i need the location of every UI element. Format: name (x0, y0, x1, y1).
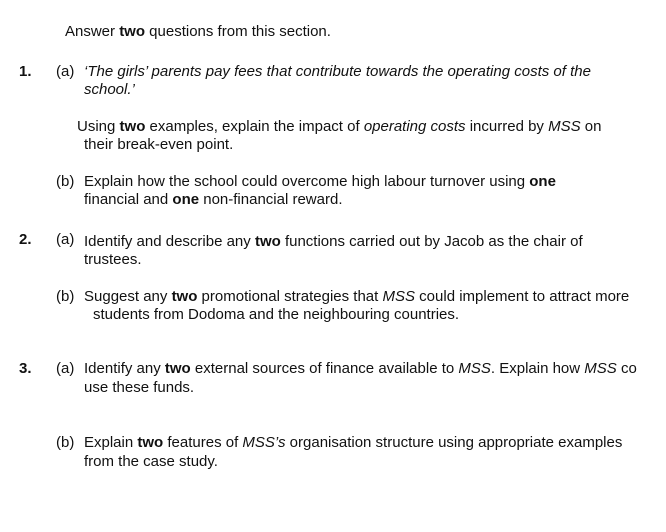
q1b-emphasis: one (529, 173, 556, 190)
q1b-emphasis: one (172, 191, 200, 208)
q3b-line1 (84, 433, 622, 452)
q3a-text: Identify any (84, 360, 165, 377)
q1a-quote-text-end: school.’ (84, 81, 135, 98)
q1-part-b-label: (b) (56, 173, 75, 190)
q3b-text: features of (163, 434, 243, 451)
section-instruction (65, 22, 331, 41)
q3a-text: external sources of finance available to (190, 360, 459, 377)
q3a-text: . Explain how (490, 360, 585, 377)
q3b-text: organisation structure using appropriate examples (285, 434, 623, 451)
q3b-emphasis: two (137, 434, 164, 451)
instruction-text-post: questions from this section. (145, 23, 331, 40)
q3a-company: MSS (458, 360, 491, 377)
q2b-text: Suggest any (84, 288, 172, 305)
q2a-line2 (84, 250, 142, 269)
q2a-text: Identify and describe any (84, 233, 255, 250)
q3b-text-end: from the case study. (84, 453, 218, 470)
question-number-1: 1. (19, 63, 32, 80)
question-number-2: 2. (19, 231, 32, 248)
q1-part-a-label: (a) (56, 63, 75, 80)
q1b-text: Explain how the school could overcome high labour turnover using (84, 173, 530, 190)
q2-part-a-label: (a) (56, 231, 75, 248)
q3-part-b-label: (b) (56, 434, 75, 451)
q2a-emphasis: two (254, 233, 281, 250)
q3a-text-end: use these funds. (84, 379, 195, 396)
q1a-quote-line1 (84, 62, 591, 81)
q2a-text-end: trustees. (84, 251, 142, 268)
q2a-text: functions carried out by Jacob as the chair of (280, 233, 583, 250)
q2b-text: promotional strategies that (197, 288, 383, 305)
q1a-task-text-end: their break-even point. (84, 136, 234, 153)
q2b-text-end: students from Dodoma and the neighbouring countries. (93, 306, 460, 323)
q1a-quote-text: ‘The girls’ parents pay fees that contribute towards the operating costs of the (84, 63, 591, 80)
q1b-line2 (84, 190, 343, 209)
q1a-task-text: on (580, 118, 602, 135)
q3a-line2 (84, 378, 194, 397)
q3a-line1 (84, 359, 637, 378)
q1a-task-company: MSS (548, 118, 581, 135)
q2b-line1 (84, 287, 629, 306)
instruction-text-pre: Answer (65, 23, 120, 40)
q3a-company: MSS (584, 360, 617, 377)
q1a-task-text: Using (77, 118, 120, 135)
q1a-task-line2 (84, 135, 233, 154)
q3a-emphasis: two (164, 360, 191, 377)
q2a-line1 (84, 232, 583, 251)
q1a-task-text: examples, explain the impact of (145, 118, 364, 135)
q1a-task-line1 (77, 117, 601, 136)
q2-part-b-label: (b) (56, 288, 75, 305)
q1a-task-emphasis: two (119, 118, 146, 135)
q3a-text: co (616, 360, 637, 377)
q3b-text: Explain (84, 434, 138, 451)
q1b-text: financial and (84, 191, 173, 208)
q3b-company: MSS’s (242, 434, 286, 451)
q1a-task-term: operating costs (363, 118, 466, 135)
q1b-line1 (84, 172, 556, 191)
q1a-quote-line2 (84, 80, 135, 99)
question-number-3: 3. (19, 360, 32, 377)
q3-part-a-label: (a) (56, 360, 75, 377)
q2b-line2 (93, 305, 459, 324)
q2b-text: could implement to attract more (415, 288, 630, 305)
q1b-text: non-financial reward. (199, 191, 343, 208)
q2b-emphasis: two (171, 288, 198, 305)
q3b-line2 (84, 452, 218, 471)
instruction-emphasis: two (119, 23, 146, 40)
q1a-task-text: incurred by (465, 118, 549, 135)
q2b-company: MSS (382, 288, 416, 305)
